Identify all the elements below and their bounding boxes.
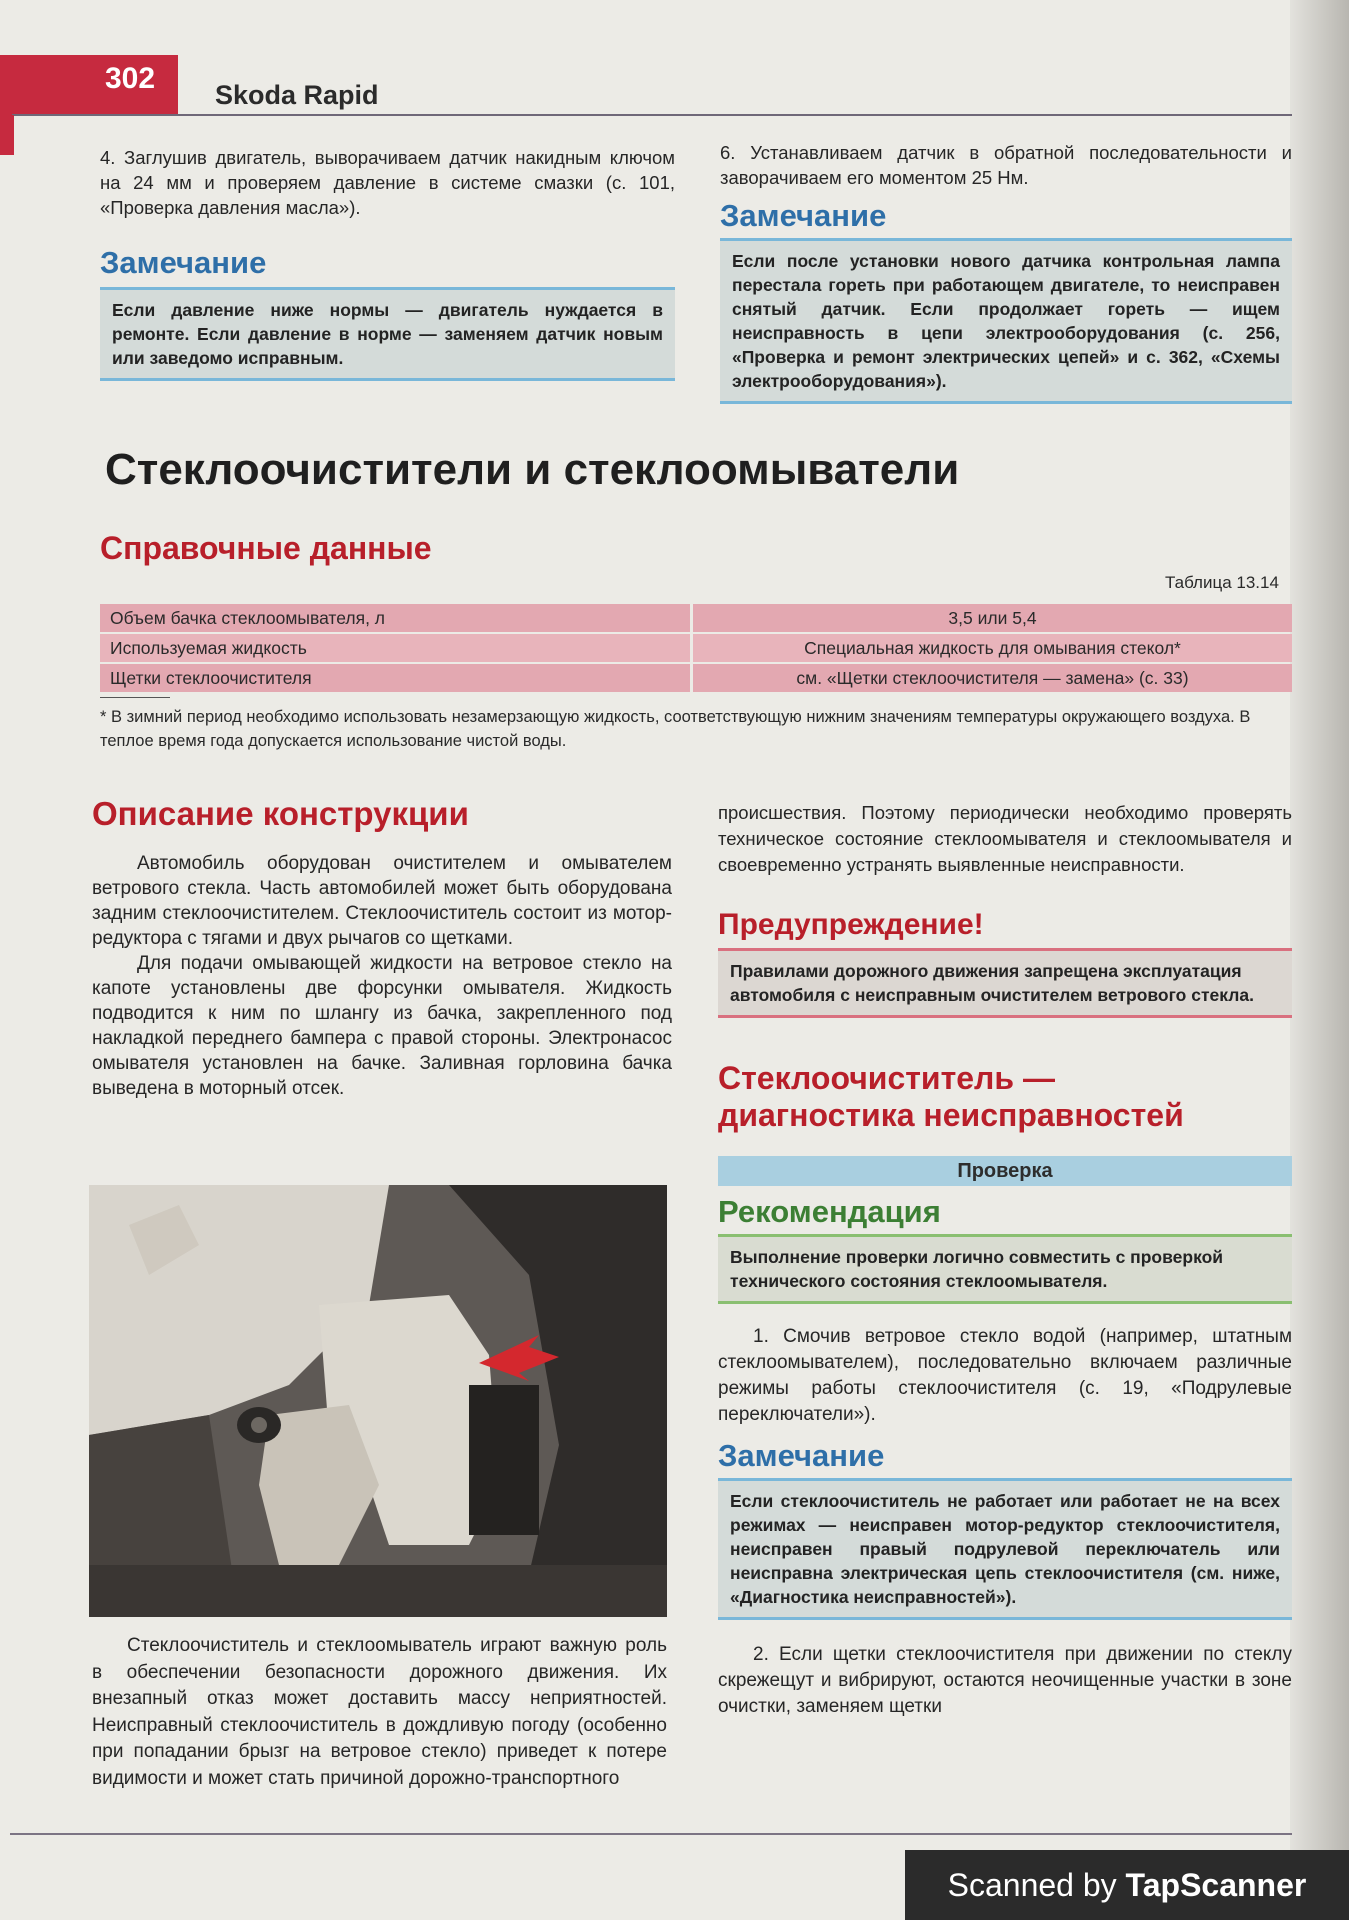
step-6-text: 6. Устанавливаем датчик в обратной последовательности и заворачиваем его моментом 25 Нм. bbox=[720, 142, 1292, 188]
running-title: Skoda Rapid bbox=[215, 80, 379, 110]
design-continued: происшествия. Поэтому периодически необходимо проверять техническое состояние стеклоомывателя и стеклоомывателя и своевременно устранять выявленные неисправности. bbox=[718, 802, 1292, 875]
right-lower-column bbox=[718, 800, 1292, 1720]
table-row bbox=[100, 664, 1292, 692]
scanner-brand: TapScanner bbox=[1125, 1867, 1307, 1903]
top-right-column bbox=[720, 140, 1292, 404]
check-subheading-bar: Проверка bbox=[718, 1156, 1292, 1186]
design-heading: Описание конструкции bbox=[92, 795, 469, 832]
photo-illustration bbox=[89, 1185, 667, 1617]
washer-reservoir-photo bbox=[89, 1185, 667, 1617]
reference-table bbox=[100, 604, 1292, 694]
note-box: Если давление ниже нормы — двигатель нуждается в ремонте. Если давление в норме — заменяем датчик новым или заведомо исправным. bbox=[100, 287, 675, 381]
step-1-text: 1. Смочив ветровое стекло водой (например, штатным стеклоомывателем), последовательно включаем различные режимы работы стеклоочистителя (с. 19, «Подрулевые переключатели»). bbox=[718, 1326, 1292, 1425]
table-row bbox=[100, 604, 1292, 632]
recommendation-heading: Рекомендация bbox=[718, 1194, 941, 1229]
warning-heading: Предупреждение! bbox=[718, 908, 984, 941]
scanner-watermark bbox=[905, 1850, 1349, 1920]
step-4-text: 4. Заглушив двигатель, выворачиваем датчик накидным ключом на 24 мм и проверяем давление в системе смазки (с. 101, «Проверка давления масла»). bbox=[100, 147, 675, 218]
table-caption: Таблица 13.14 bbox=[1165, 573, 1279, 592]
recommendation-box: Выполнение проверки логично совместить с проверкой технического состояния стеклоомывателя. bbox=[718, 1234, 1292, 1304]
left-margin-mark bbox=[0, 115, 14, 155]
reference-data-heading: Справочные данные bbox=[100, 530, 432, 566]
note-heading: Замечание bbox=[720, 198, 887, 233]
top-left-column bbox=[100, 145, 675, 381]
table-cell-value: 3,5 или 5,4 bbox=[948, 608, 1037, 628]
note-box: Если после установки нового датчика контрольная лампа перестала гореть при работающем двигателе, то неисправен снятый датчик. Если продолжает гореть — ищем неисправность в цепи электрооборудования (с. 256, «Проверка и ремонт электрических цепей» и с. 362, «Схемы электрооборудования»). bbox=[720, 238, 1292, 404]
table-cell-name: Используемая жидкость bbox=[100, 634, 693, 662]
design-paragraph-1: Автомобиль оборудован очистителем и омывателем ветрового стекла. Часть автомобилей может быть оборудована задним стеклоочистителем. Стеклоочиститель состоит из мотор-редуктора с тягами и двух рычагов со щетками. bbox=[92, 853, 672, 949]
table-cell-value: см. «Щетки стеклоочистителя — замена» (с. 33) bbox=[796, 668, 1189, 688]
design-column-bottom bbox=[92, 1633, 667, 1792]
footer-divider bbox=[10, 1833, 1292, 1835]
page-edge-shadow bbox=[1290, 0, 1349, 1920]
section-title: Стеклоочистители и стеклоомыватели bbox=[105, 445, 960, 494]
header-divider bbox=[12, 114, 1292, 116]
design-paragraph-3: Стеклоочиститель и стеклоомыватель играют важную роль в обеспечении безопасности дорожного движения. Их внезапный отказ может доставить массу неприятностей. Неисправный стеклоочиститель в дождливую погоду (особенно при попадании брызг на ветровое стекло) приведет к потере видимости и может стать причиной дорожно-транспортного bbox=[92, 1635, 667, 1789]
diagnostics-heading-line1: Стеклоочиститель — bbox=[718, 1060, 1055, 1096]
page-number: 302 bbox=[105, 62, 156, 95]
table-footnote: * В зимний период необходимо использовать незамерзающую жидкость, соответствующую нижним значениям температуры окружающего воздуха. В теплое время года допускается использование чистой воды. bbox=[100, 708, 1251, 750]
design-paragraph-2: Для подачи омывающей жидкости на ветровое стекло на капоте установлены две форсунки омывателя. Жидкость подводится к ним по шлангу из бачка, закрепленного под накладкой переднего бампера с правой стороны. Электронасос омывателя установлен на бачке. Заливная горловина бачка выведена в моторный отсек. bbox=[92, 953, 672, 1099]
table-cell-name: Щетки стеклоочистителя bbox=[100, 664, 693, 692]
scanner-prefix: Scanned by bbox=[947, 1867, 1117, 1903]
diagnostics-heading-line2: диагностика неисправностей bbox=[718, 1097, 1184, 1133]
table-cell-name: Объем бачка стеклоомывателя, л bbox=[100, 604, 693, 632]
footnote-divider bbox=[100, 697, 170, 698]
note-heading: Замечание bbox=[718, 1438, 885, 1473]
table-cell-value: Специальная жидкость для омывания стекол* bbox=[804, 638, 1181, 658]
warning-box: Правилами дорожного движения запрещена эксплуатация автомобиля с неисправным очистителем ветрового стекла. bbox=[718, 948, 1292, 1018]
step-2-text: 2. Если щетки стеклоочистителя при движении по стеклу скрежещут и вибрируют, остаются неочищенные участки в зоне очистки, заменяем щетки bbox=[718, 1644, 1292, 1717]
table-row bbox=[100, 634, 1292, 662]
note-box: Если стеклоочиститель не работает или работает не на всех режимах — неисправен мотор-редуктор стеклоочистителя, неисправен правый подрулевой переключатель или неисправна электрическая цепь стеклоочистителя (см. ниже, «Диагностика неисправностей»). bbox=[718, 1478, 1292, 1620]
design-column bbox=[92, 795, 672, 1101]
note-heading: Замечание bbox=[100, 245, 267, 280]
